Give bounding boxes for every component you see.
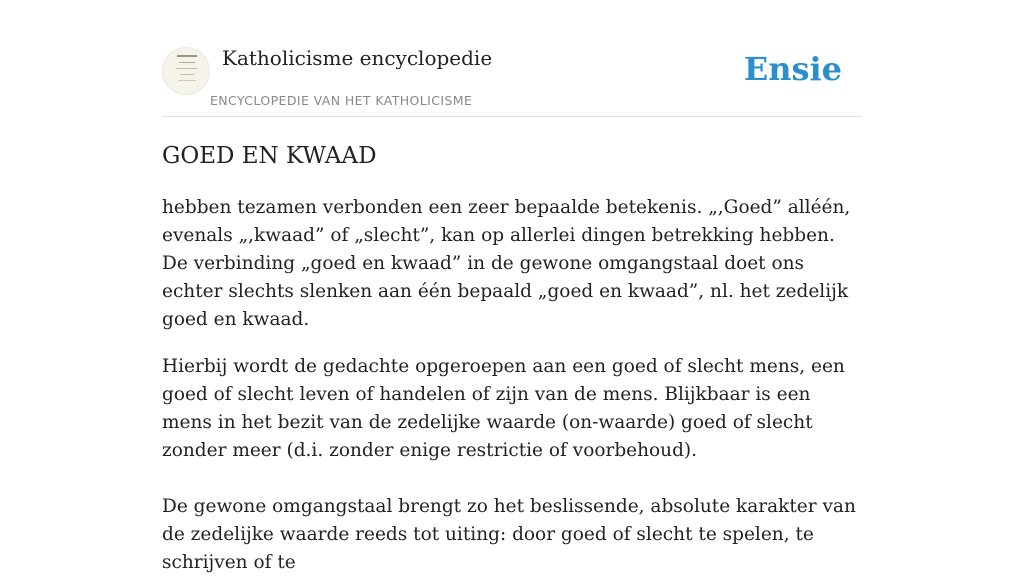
article-paragraph: De gewone omgangstaal brengt zo het beslissende, absolute karakter van de zedelijke waarde reeds tot uiting: door goed of slecht te spelen, te schrijven of te bbox=[162, 496, 856, 573]
site-title[interactable]: Katholicisme encyclopedie bbox=[222, 46, 493, 70]
article-title: GOED EN KWAAD bbox=[162, 143, 377, 169]
site-header bbox=[162, 0, 862, 117]
article-paragraph: Hierbij wordt de gedachte opgeroepen aan een goed of slecht mens, een goed of slecht leven of handelen of zijn van de mens. Blijkbaar is een mens in het bezit van de zedelijke waarde (on-waarde) goed of slecht zonder meer (d.i. zonder enige restrictie of voorbehoud). bbox=[162, 356, 845, 461]
ensie-logo[interactable]: Ensie bbox=[743, 50, 842, 88]
article-paragraph: hebben tezamen verbonden een zeer bepaalde betekenis. „,Goed” alléén, evenals „,kwaad” of „slecht”, kan op allerlei dingen betrekking hebben. De verbinding „goed en kwaad” in de gewone omgangstaal doet ons echter slechts slenken aan één bepaald „goed en kwaad”, nl. het zedelijk goed en kwaad. bbox=[162, 197, 851, 330]
page bbox=[162, 0, 862, 577]
site-subtitle: ENCYCLOPEDIE VAN HET KATHOLICISME bbox=[210, 93, 473, 108]
encyclopedia-cover-icon[interactable] bbox=[162, 47, 210, 95]
